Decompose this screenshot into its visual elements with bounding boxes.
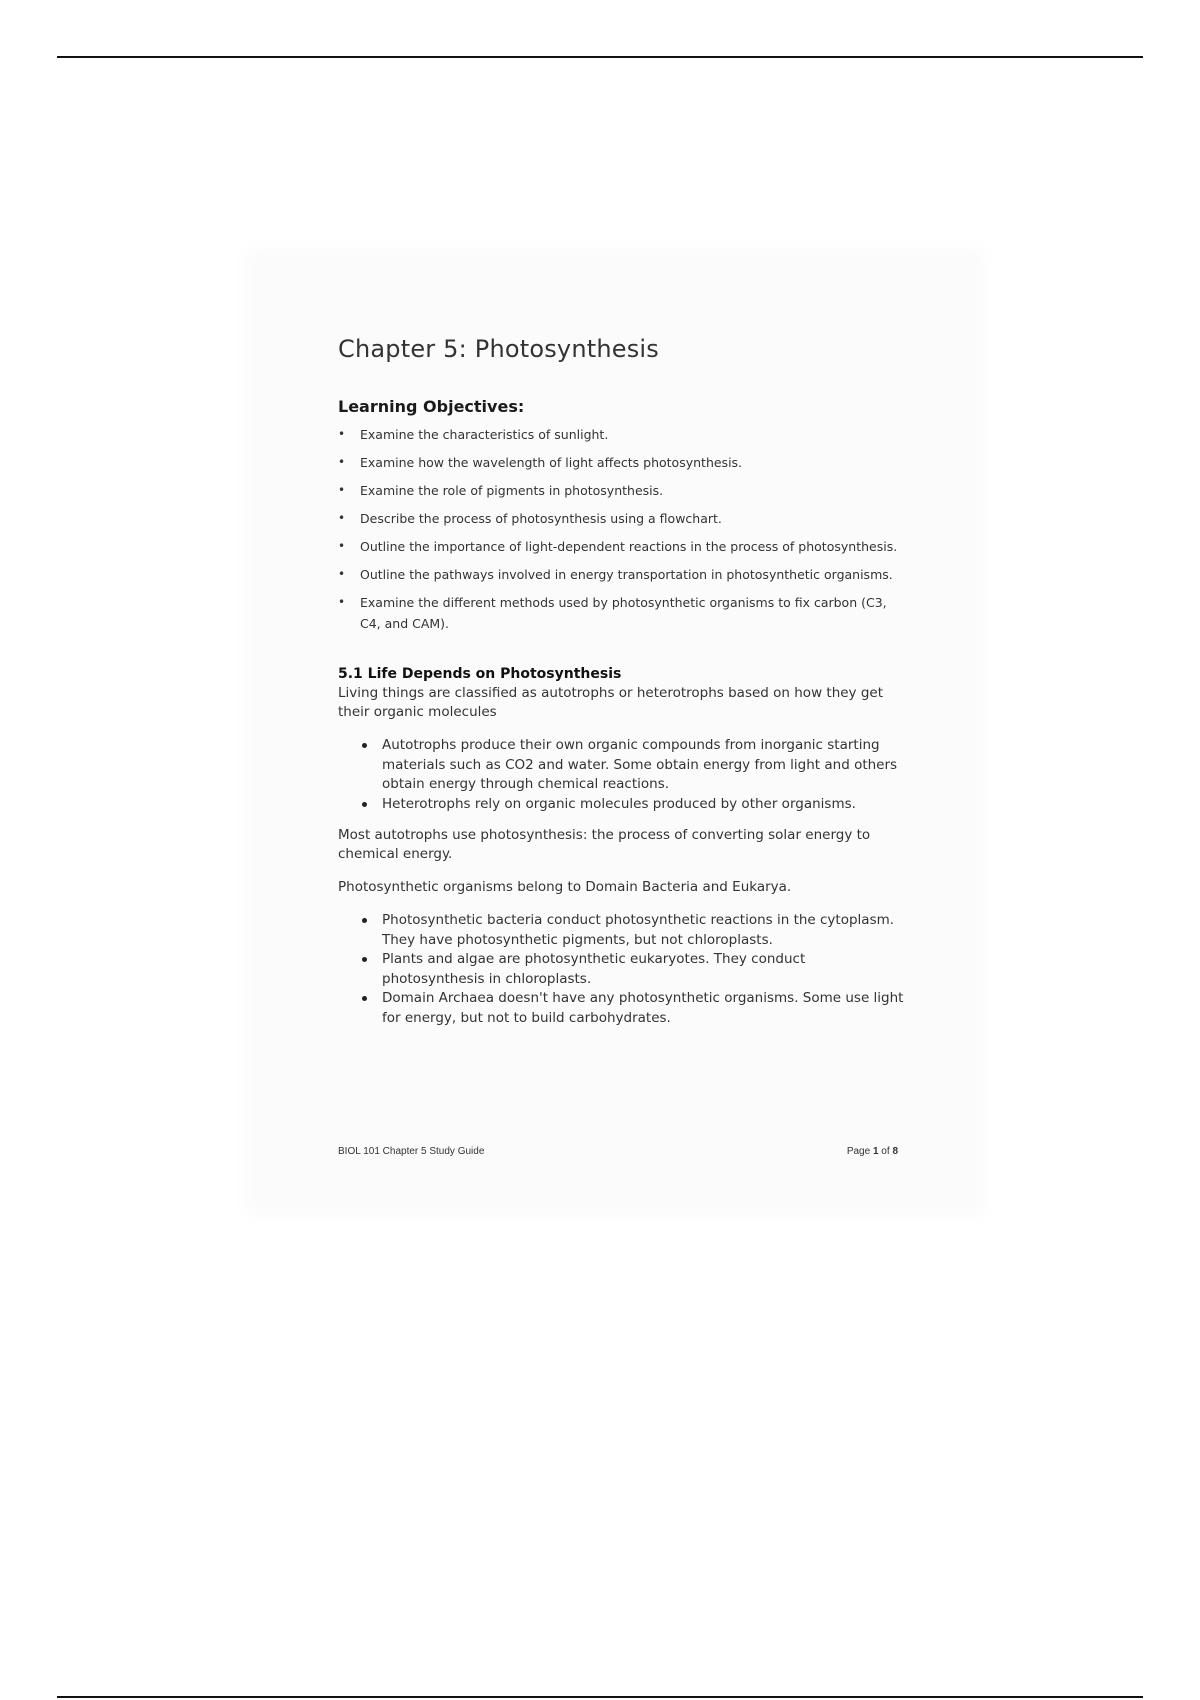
bullet-icon: • [338,595,346,609]
footer-document-name: BIOL 101 Chapter 5 Study Guide [338,1146,485,1157]
trophs-list [338,736,908,814]
list-item: Domain Archaea doesn't have any photosynthetic organisms. Some use light for energy, but not to build carbohydrates. [382,989,908,1028]
bullet-icon [362,743,367,748]
bullet-icon [362,802,367,807]
bullet-icon: • [338,427,346,441]
objective-item: • Describe the process of photosynthesis using a flowchart. [338,508,908,529]
objective-item: • Examine the characteristics of sunlight. [338,424,908,445]
page-content [338,335,908,1040]
list-item: Autotrophs produce their own organic compounds from inorganic starting materials such as CO2 and water. Some obtain energy from light and others obtain energy through chemical reactions. [382,736,908,795]
bullet-icon: • [338,539,346,553]
domains-paragraph: Photosynthetic organisms belong to Domain Bacteria and Eukarya. [338,879,792,895]
objectives-list [338,424,908,634]
footer-page-number: Page 1 of 8 [846,1146,898,1157]
bottom-divider [57,1696,1143,1698]
chapter-title: Chapter 5: Photosynthesis [338,335,660,363]
top-divider [57,56,1143,58]
objectives-heading: Learning Objectives: [338,397,525,416]
objective-item: • Outline the pathways involved in energy transportation in photosynthetic organisms. [338,564,908,585]
objective-item: • Outline the importance of light-dependent reactions in the process of photosynthesis. [338,536,908,557]
organisms-list [338,911,908,1028]
bullet-icon: • [338,455,346,469]
bullet-icon: • [338,511,346,525]
objective-item: • Examine the different methods used by photosynthetic organisms to fix carbon (C3, C4, and CAM). [338,592,908,634]
list-item: Plants and algae are photosynthetic eukaryotes. They conduct photosynthesis in chloroplasts. [382,950,908,989]
list-item: Heterotrophs rely on organic molecules produced by other organisms. [382,795,908,815]
bullet-icon [362,957,367,962]
objective-item: • Examine how the wavelength of light affects photosynthesis. [338,452,908,473]
bullet-icon: • [338,567,346,581]
list-item: Photosynthetic bacteria conduct photosynthetic reactions in the cytoplasm. They have photosynthetic pigments, but not chloroplasts. [382,911,908,950]
bullet-icon: • [338,483,346,497]
section-heading: 5.1 Life Depends on Photosynthesis [338,666,622,682]
objective-item: • Examine the role of pigments in photosynthesis. [338,480,908,501]
bullet-icon [362,996,367,1001]
photosynthesis-paragraph: Most autotrophs use photosynthesis: the process of converting solar energy to chemical energy. [338,827,871,862]
bullet-icon [362,918,367,923]
intro-paragraph: Living things are classified as autotrophs or heterotrophs based on how they get their organic molecules [338,685,884,720]
